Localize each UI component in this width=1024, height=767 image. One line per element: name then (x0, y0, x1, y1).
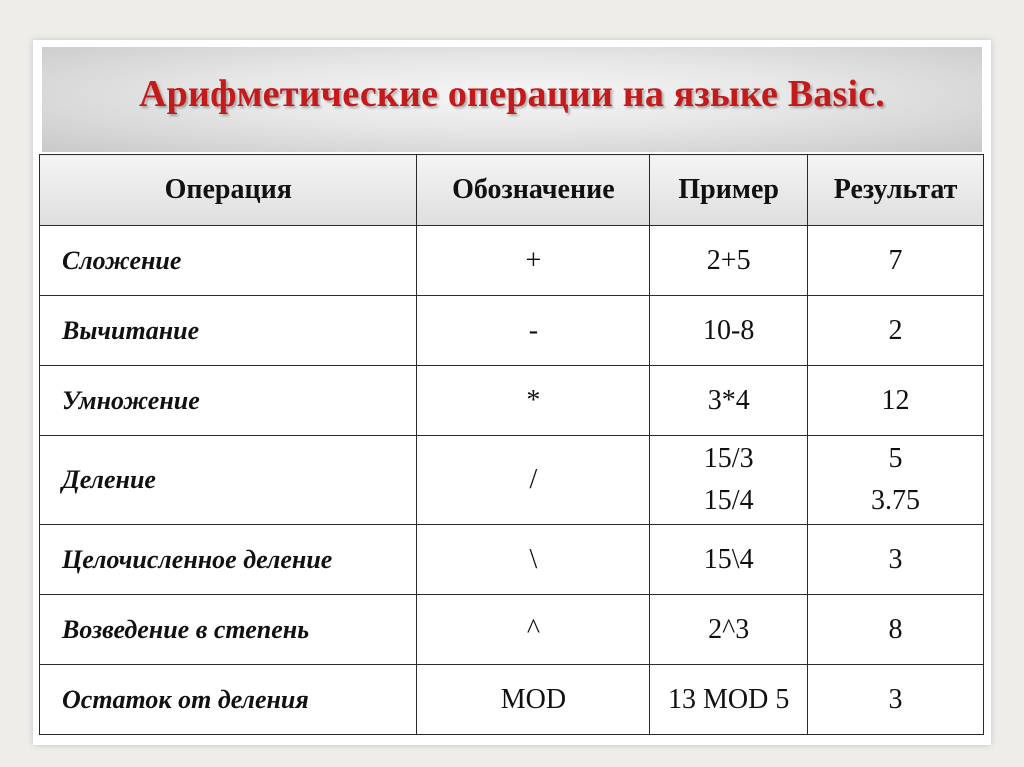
symbol-cell: \ (417, 525, 650, 595)
header-row (40, 155, 984, 226)
header-result: Результат (808, 155, 984, 226)
table-row (40, 226, 984, 296)
table-row (40, 665, 984, 735)
operation-cell: Умножение (40, 366, 417, 436)
example-line: 15/3 (703, 443, 754, 474)
result-cell: 7 (808, 226, 984, 296)
operation-cell: Целочисленное деление (40, 525, 417, 595)
example-line: 15/4 (703, 485, 754, 516)
result-cell: 8 (808, 595, 984, 665)
symbol-cell: / (417, 436, 650, 525)
slide-title: Арифметические операции на языке Basic. (139, 73, 885, 115)
operation-cell: Вычитание (40, 296, 417, 366)
header-operation: Операция (40, 155, 417, 226)
table-row (40, 296, 984, 366)
example-cell: 2^3 (650, 595, 808, 665)
header-example: Пример (650, 155, 808, 226)
symbol-cell: * (417, 366, 650, 436)
table-row (40, 595, 984, 665)
header-symbol: Обозначение (417, 155, 650, 226)
example-cell: 3*4 (650, 366, 808, 436)
result-cell: 12 (808, 366, 984, 436)
result-cell: 3 (808, 665, 984, 735)
symbol-cell: MOD (417, 665, 650, 735)
example-cell: 2+5 (650, 226, 808, 296)
table-row (40, 525, 984, 595)
operations-table (39, 154, 984, 735)
example-cell: 10-8 (650, 296, 808, 366)
example-cell: 13 MOD 5 (650, 665, 808, 735)
operation-cell: Возведение в степень (40, 595, 417, 665)
symbol-cell: ^ (417, 595, 650, 665)
symbol-cell: + (417, 226, 650, 296)
symbol-cell: - (417, 296, 650, 366)
result-line: 5 (888, 443, 903, 474)
operation-cell: Деление (40, 436, 417, 525)
result-line: 3.75 (871, 485, 921, 516)
table-row (40, 436, 984, 525)
example-cell: 15\4 (650, 525, 808, 595)
operation-cell: Сложение (40, 226, 417, 296)
result-cell: 3 (808, 525, 984, 595)
result-cell (808, 436, 984, 525)
operation-cell: Остаток от деления (40, 665, 417, 735)
table-row (40, 366, 984, 436)
result-cell: 2 (808, 296, 984, 366)
example-cell (650, 436, 808, 525)
